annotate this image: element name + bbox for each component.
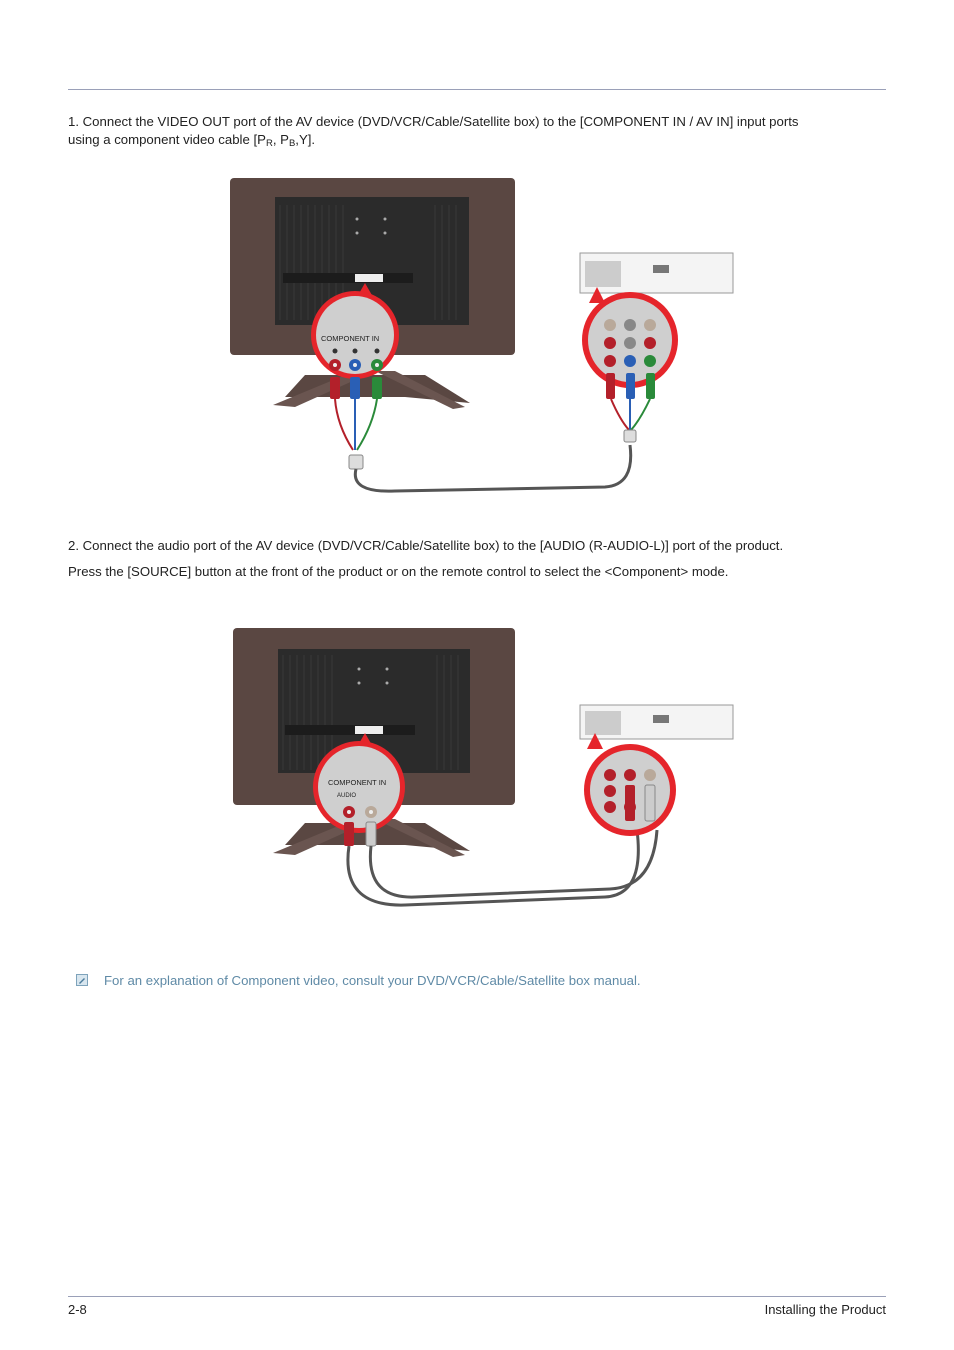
- step1-sub-b: B: [288, 138, 296, 149]
- page-number: 2-8: [68, 1302, 87, 1317]
- note: [76, 970, 641, 990]
- av-plugs: [606, 373, 655, 442]
- figure2-component-label: COMPONENT IN: [328, 778, 387, 787]
- header-rule: [68, 89, 886, 90]
- step1-paragraph: [68, 113, 888, 149]
- figure1-component-label: COMPONENT IN: [321, 334, 380, 343]
- av-zoom-bubble-2: [584, 733, 676, 836]
- av-device: [580, 253, 733, 293]
- note-pencil-icon: [76, 974, 88, 986]
- tv-plugs: [330, 377, 382, 469]
- monitor-stand: [273, 371, 470, 409]
- step2-paragraph-2: [68, 563, 888, 581]
- av-zoom-bubble: [582, 287, 678, 388]
- figure-audio: [225, 625, 745, 915]
- av-device-2: [580, 705, 733, 739]
- step1-text-a: 1. Connect the VIDEO OUT port of the AV device (DVD/VCR/Cable/Satellite box) to the [COMPONENT IN / AV IN] input ports: [68, 114, 799, 129]
- step2-text: 2. Connect the audio port of the AV device (DVD/VCR/Cable/Satellite box) to the [AUDIO (R-AUDIO-L)] port of the product.: [68, 538, 784, 553]
- step2-paragraph: [68, 537, 888, 555]
- step1-text-b: using a component video cable [P: [68, 132, 266, 147]
- step2-text2: Press the [SOURCE] button at the front of the product or on the remote control to select the <Component> mode.: [68, 564, 729, 579]
- figure2-audio-label: AUDIO: [337, 793, 357, 799]
- footer-rule: [68, 1296, 886, 1297]
- step1-sep: , P: [272, 132, 289, 147]
- step1-text-c: ,Y].: [295, 132, 316, 147]
- step1-sub-r: R: [265, 138, 273, 149]
- footer-section-title: Installing the Product: [764, 1302, 886, 1317]
- note-text: For an explanation of Component video, consult your DVD/VCR/Cable/Satellite box manual.: [104, 972, 641, 988]
- cable-grey: [355, 445, 630, 491]
- figure-component-video: [225, 175, 745, 500]
